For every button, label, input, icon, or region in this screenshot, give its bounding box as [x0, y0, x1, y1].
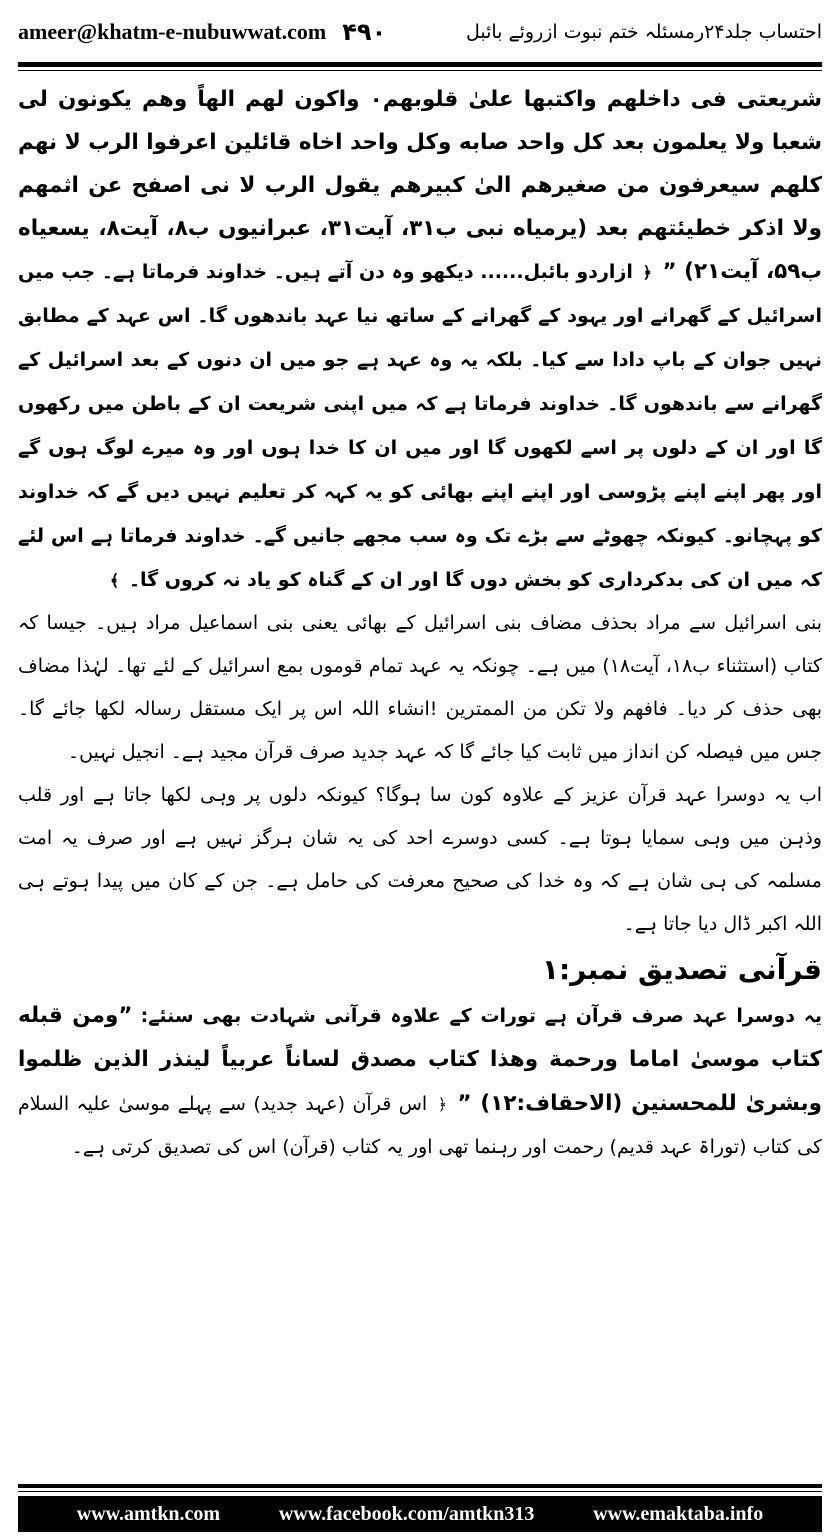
- section-heading: قرآنی تصدیق نمبر:۱: [541, 953, 822, 986]
- quran-verse: ”ومن قبله کتاب موسیٰ اماما ورحمة وهذا کتاب مصدق لساناً عربیاً لینذر الذین ظلموا وبشریٰ للمحسنین (الاحقاف:۱۲) ”: [18, 1003, 822, 1116]
- paragraph-bani-israel: بنی اسرائیل سے مراد بحذف مضاف بنی اسرائیل کے بھائی یعنی بنی اسماعیل مراد ہیں۔ جیسا کہ کتاب (استثناء ب۱۸، آیت۱۸) میں ہے۔ چونکہ یہ عہد تمام قوموں بمع اسرائیل کے لئے تھا۔ لہٰذا مضاف بھی حذف کر دیا۔ فافهم ولا تکن من الممترین !انشاء اللہ اس پر ایک مستقل رسالہ لکھا جائے گا۔ جس میں فیصلہ کن انداز میں ثابت کیا جائے گا کہ عہد جدید صرف قرآن مجید ہے۔ انجیل نہیں۔: [18, 612, 822, 763]
- footer-rule-thin: [18, 1491, 822, 1492]
- ornament-quran-icon: ﴿: [437, 1095, 447, 1114]
- header-left: [18, 18, 386, 46]
- ornament-close-icon: ﴾: [109, 571, 120, 590]
- ornament-open-icon: ﴿: [642, 263, 652, 282]
- running-head: احتساب جلد۲۴رمسئلہ ختم نبوت ازروئے بائبل: [465, 21, 822, 43]
- page-body: [18, 78, 822, 1460]
- header-rule-thin: [18, 70, 822, 71]
- paragraph-second-covenant: اب یہ دوسرا عہد قرآن عزیز کے علاوہ کون سا ہوگا؟ کیونکہ دلوں پر وہی لکھا جاتا ہے اور قلب وذہن میں وہی سمایا ہوتا ہے۔ کسی دوسرے احد کی یہ شان ہرگز نہیں ہے اور صرف یہ امت مسلمہ کی ہی شان ہے کہ وہ خدا کی صحیح معرفت کی حامل ہے۔ جن کے کان میں پیدا ہوتے ہی اللہ اکبر ڈال دیا جاتا ہے۔: [18, 784, 822, 935]
- quran-paragraph: [18, 994, 822, 1169]
- arabic-quote-text: شریعتی فی داخلهم واکتبها علیٰ قلوبهم۰ واکون لهم الهاً وهم یکونون لی شعبا ولا یعلمون بعد کل واحد صابه وکل واحد اخاه قائلین اعرفوا الرب لا نهم کلهم سیعرفون من صغیرهم الیٰ کبیرهم یقول الرب لا نی اصفح عن اثمهم ولا اذکر خطیئتهم بعد (یرمیاه نبی ب۳۱، آیت۳۱، عبرانیوں ب۸، آیت۸، یسعیاه ب۵۹، آیت۲۱) ”: [18, 87, 822, 284]
- footer-link-facebook[interactable]: www.facebook.com/amtkn313: [278, 1502, 535, 1525]
- footer-rule-thick: [18, 1484, 822, 1488]
- quran-translation: اس قرآن (عہد جدید) سے پہلے موسیٰ علیہ السلام کی کتاب (توراۃ عہد قدیم) رحمت اور رہنما تھی اور یہ کتاب (قرآن) اس کی تصدیق کرتی ہے۔: [18, 1093, 822, 1158]
- footer-link-website[interactable]: www.amtkn.com: [76, 1502, 221, 1525]
- header-email: ameer@khatm-e-nubuwwat.com: [18, 19, 327, 44]
- header-rule-thick: [18, 62, 822, 67]
- page-number: ۴۹۰: [342, 18, 387, 46]
- urdu-translation: ازاردو بائبل...... دیکھو وہ دن آتے ہیں۔ خداوند فرماتا ہے۔ جب میں اسرائیل کے گھرانے اور یہود کے گھرانے کے ساتھ نیا عہد باندھوں گا۔ اس عہد کے مطابق نہیں جوان کے باپ دادا سے کیا۔ بلکہ یہ وہ عہد ہے جو میں ان دنوں کے بعد اسرائیل کے گھرانے سے باندھوں گا۔ خداوند فرماتا ہے کہ میں اپنی شریعت ان کے باطن میں رکھوں گا اور ان کے دلوں پر اسے لکھوں گا اور میں ان کا خدا ہوں اور وہ میرے لوگ ہوں گے اور پھر اپنے اپنے پڑوسی اور اپنے اپنے بھائی کو یہ کہہ کر تعلیم نہیں دیں گے کہ خداوند کو پہچانو۔ کیونکہ چھوٹے سے بڑے تک وہ سب مجھے جانیں گے۔ خداوند فرماتا ہے اس لئے کہ میں ان کی بدکرداری کو بخش دوں گا اور ان کے گناہ کو یاد نہ کروں گا۔: [18, 261, 822, 591]
- quran-intro: یہ دوسرا عہد صرف قرآن ہے تورات کے علاوہ قرآنی شہادت بھی سنئے:: [140, 1005, 822, 1027]
- footer-link-emaktaba[interactable]: www.emaktaba.info: [593, 1502, 764, 1525]
- arabic-quote-paragraph: [18, 78, 822, 602]
- page-header: [18, 8, 822, 56]
- footer-bar: [18, 1496, 822, 1532]
